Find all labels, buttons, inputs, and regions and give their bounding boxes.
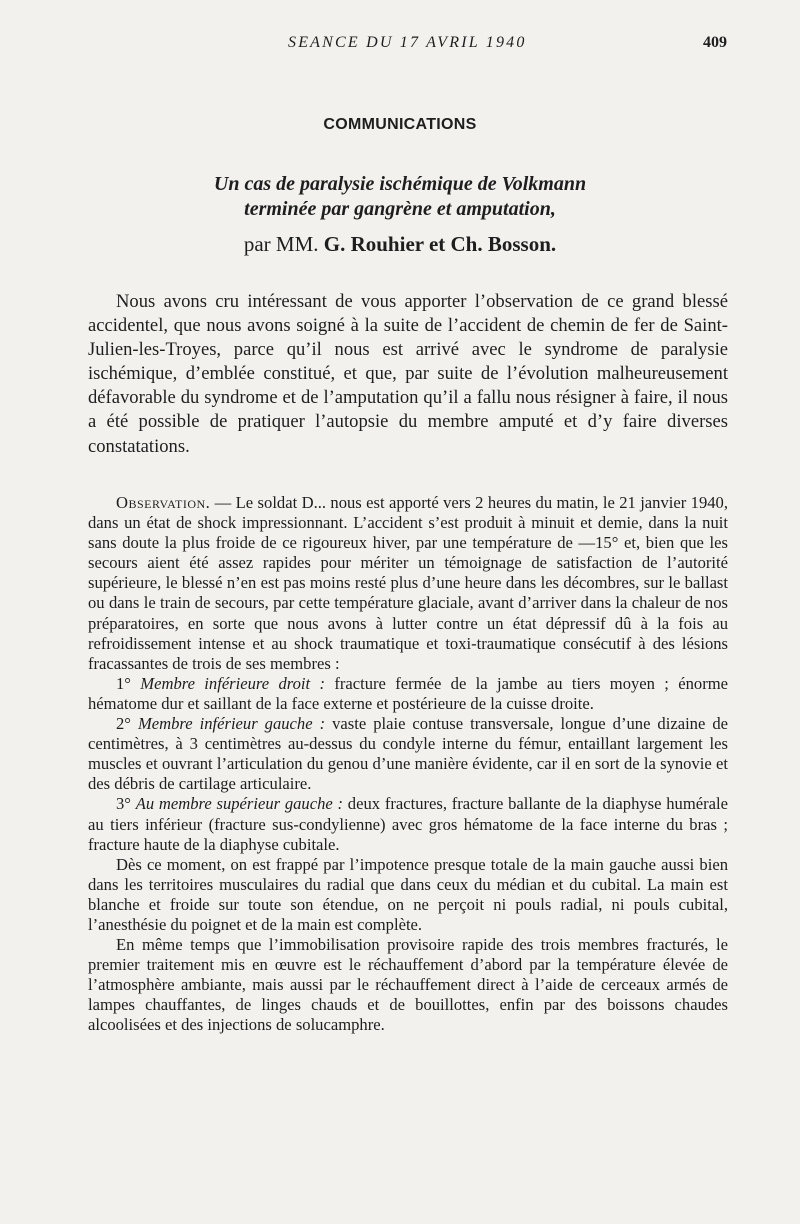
observation-section — [88, 493, 728, 1036]
lesion-item-1-text: fracture fermée de la jambe au tiers moyen ; énorme hématome dur et saillant de la face externe et postérieure de la cuisse droite. — [88, 673, 729, 713]
article-title — [0, 172, 800, 222]
intro-paragraph: Nous avons cru intéressant de vous apporter l’observation de ce grand blessé accidentel, que nous avons soigné à la suite de l’accident de chemin de fer de Saint-Julien-les-Troyes, parce qu’il nous est arrivé avec le syndrome de paralysie ischémique, d’emblée constitué, et que, par suite de l’évolution malheureusement défavorable du syndrome et de l’amputation qu’il a fallu nous résigner à faire, il nous a été possible de pratiquer l’autopsie du membre amputé et d’y faire diverses constatations. — [88, 291, 728, 457]
lesion-item-2 — [88, 714, 728, 794]
authors-prefix: par MM. — [243, 232, 319, 256]
article-authors — [0, 232, 800, 257]
lesion-item-1 — [88, 674, 728, 714]
paragraph-en-meme-temps: En même temps que l’immobilisation provisoire rapide des trois membres fracturés, le premier traitement mis en œuvre est le réchauffement d’abord par la température élevée de l’atmosphère ambiante, mais aussi par le réchauffement direct à l’aide de cerceaux armés de lampes chauffantes, de linges chauds et de bouillottes, enfin par des boissons chaudes alcoolisées et des injections de solucamphre. — [88, 935, 728, 1035]
lesion-item-2-number: 2° — [116, 714, 131, 734]
lesion-item-2-label: Membre inférieur gauche : — [137, 714, 326, 734]
observation-text: — Le soldat D... nous est apporté vers 2 heures du matin, le 21 janvier 1940, dans un état de shock impressionnant. L’accident s’est produit à minuit et demie, dans la nuit sans doute la plus froide de ce rigoureux hiver, par une température de —15° et, bien que les secours aient été assez rapides pour mériter un témoignage de satisfaction de l’autorité supérieure, le blessé n’en est pas moins resté plus d’une heure dans les décombres, sur le ballast ou dans le train de secours, par cette température glaciale, avant d’arriver dans la chaleur de nos préparatoires, en sorte que nous avons à lutter contre un état dépressif dû à la fois au refroidissement intense et au shock traumatique et toxi-traumatique consécutif à des lésions fracassantes de trois de ses membres : — [88, 493, 728, 673]
paragraph-des-ce-moment: Dès ce moment, on est frappé par l’impotence presque totale de la main gauche aussi bien dans les territoires musculaires du radial que dans ceux du médian et du cubital. La main est blanche et froide sur toute son étendue, on ne perçoit ni pouls radial, ni pouls cubital, l’anesthésie du poignet et de la main est complète. — [88, 854, 728, 934]
intro-section — [88, 290, 728, 459]
lesion-item-3-label: Au membre supérieur gauche : — [135, 794, 344, 814]
page-number: 409 — [703, 34, 727, 51]
observation-label: Observation. — [116, 493, 211, 512]
lesion-item-1-label: Membre inférieure droit : — [140, 673, 325, 693]
lesion-item-3-text: deux fractures, fracture ballante de la diaphyse humérale au tiers inférieur (fracture sus-condylienne) avec gros hématome de la face interne du bras ; fracture haute de la diaphyse cubitale. — [88, 794, 728, 854]
running-head — [0, 34, 800, 56]
article-title-line-2: terminée par gangrène et amputation, — [244, 198, 556, 220]
lesion-item-3 — [88, 794, 728, 854]
observation-paragraph — [88, 493, 728, 674]
section-heading: COMMUNICATIONS — [323, 116, 477, 133]
authors-names: G. Rouhier et Ch. Bosson. — [323, 232, 557, 256]
lesion-item-1-number: 1° — [116, 673, 131, 693]
article-title-line-1: Un cas de paralysie ischémique de Volkmann — [213, 173, 587, 195]
lesion-item-2-text: vaste plaie contuse transversale, longue d’une dizaine de centimètres, à 3 centimètres au-dessus du condyle interne du fémur, entaillant largement les muscles et ouvrant l’articulation du genou d’une manière évidente, car il en sort de la synovie et des débris de cartilage articulaire. — [88, 714, 728, 794]
lesion-item-3-number: 3° — [116, 794, 131, 814]
running-title: SEANCE DU 17 AVRIL 1940 — [288, 34, 527, 51]
